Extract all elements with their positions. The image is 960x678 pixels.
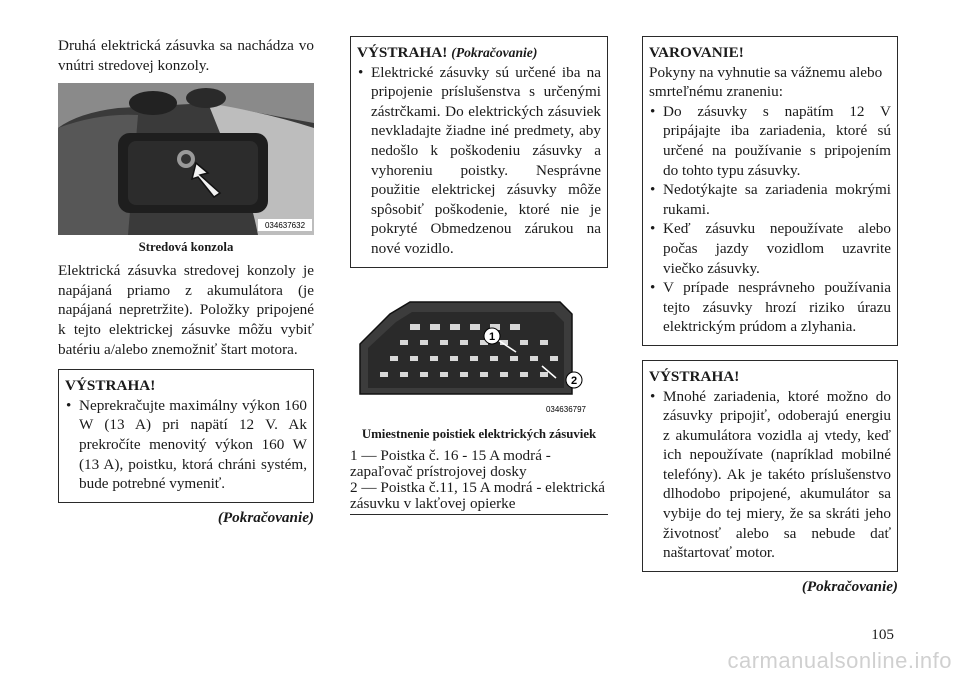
legend-item-2: 2 — Poistka č.11, 15 A modrá - elektrická zásuvku v lakťovej opierke — [350, 478, 606, 512]
diagram-code: 034636797 — [545, 404, 586, 414]
warning-list — [357, 63, 601, 259]
fuse-diagram — [350, 284, 608, 422]
warning-item: • Neprekračujte maximálny výkon 160 W (13 A) pri napätí 12 V. Ak prekročíte menovitý výkon 160 W (13 A), poistku, ktorá chráni systém, bude potrebné vymeniť. — [65, 396, 307, 494]
photo-code: 034637632 — [264, 221, 306, 231]
varovanie-list — [649, 102, 891, 337]
photo-caption: Stredová konzola — [138, 240, 234, 255]
column-middle — [350, 36, 608, 515]
column-right — [642, 36, 898, 596]
varovanie-item: • Nedotýkajte sa zariadenia mokrými rukami. — [649, 180, 891, 219]
warning-title — [357, 43, 601, 63]
warning-title-continued: (Pokračovanie) — [451, 45, 538, 60]
legend-item-1: 1 — Poistka č. 16 - 15 A modrá - zapaľovač prístrojovej dosky — [350, 446, 551, 480]
warning-title: VÝSTRAHA! — [649, 367, 740, 385]
warning-item: • Mnohé zariadenia, ktoré možno do zásuvky pripojiť, odoberajú energiu z akumulátora vozidla aj vtedy, keď ich nepoužívate (napríklad mobilné telefóny). Ak je takéto príslušenstvo dlhodobo pripojené, akumulátor sa vybije do tej miery, že sa skráti jeho životnosť alebo sa nebude dať naštartovať motor. — [649, 387, 891, 563]
callout-1: 1 — [488, 330, 496, 343]
warning-list — [649, 387, 891, 563]
warning-title-text: VÝSTRAHA! — [357, 44, 448, 61]
warning-item: • Elektrické zásuvky sú určené iba na pripojenie príslušenstva s určenými zástrčkami. Do elektrických zásuviek nevkladajte žiadne iné predmety, aby nedošlo k poškodeniu zásuvky a vyhoreniu poistky. Nesprávne použitie elektrickej zásuvky môže spôsobiť poškodenie, ktoré nie je pokryté Obmedzenou zárukou na nové vozidlo. — [357, 63, 601, 259]
warning-title: VÝSTRAHA! — [65, 377, 156, 395]
callout-2: 2 — [570, 374, 578, 387]
page-number: 105 — [871, 626, 894, 643]
varovanie-item: • Keď zásuvku nepoužívate alebo počas jazdy vozidlom uzavrite viečko zásuvky. — [649, 219, 891, 278]
intro-paragraph: Druhá elektrická zásuvka sa nachádza vo vnútri stredovej konzoly. — [58, 37, 314, 74]
warning-box-left — [58, 369, 314, 503]
console-photo — [58, 83, 314, 235]
body-paragraph: Elektrická zásuvka stredovej konzoly je napájaná priamo z akumulátora (je napájaná nepretržite). Položky pripojené k tejto elektrickej zásuvke môžu vybiť batériu a/alebo znemožniť štart motora. — [58, 262, 314, 358]
warning-list — [65, 396, 307, 494]
diagram-caption: Umiestnenie poistiek elektrických zásuviek — [361, 426, 597, 441]
warning-box-middle — [350, 36, 608, 268]
varovanie-box — [642, 36, 898, 346]
varovanie-intro: Pokyny na vyhnutie sa vážnemu alebo smrteľnému zraneniu: — [649, 63, 883, 101]
continued-label: (Pokračovanie) — [801, 577, 898, 595]
varovanie-item: • Do zásuvky s napätím 12 V pripájajte iba zariadenia, ktoré sú určené na používanie s pripojením do tohto typu zásuvky. — [649, 102, 891, 180]
watermark: carmanualsonline.info — [727, 648, 952, 673]
varovanie-item: • V prípade nesprávneho používania tejto zásuvky hrozí riziko úrazu elektrickým prúdom a zlyhania. — [649, 278, 891, 337]
varovanie-title: VAROVANIE! — [649, 44, 744, 61]
column-left — [58, 36, 314, 527]
fuse-legend — [350, 448, 608, 515]
warning-box-right — [642, 360, 898, 572]
continued-label: (Pokračovanie) — [217, 508, 314, 526]
